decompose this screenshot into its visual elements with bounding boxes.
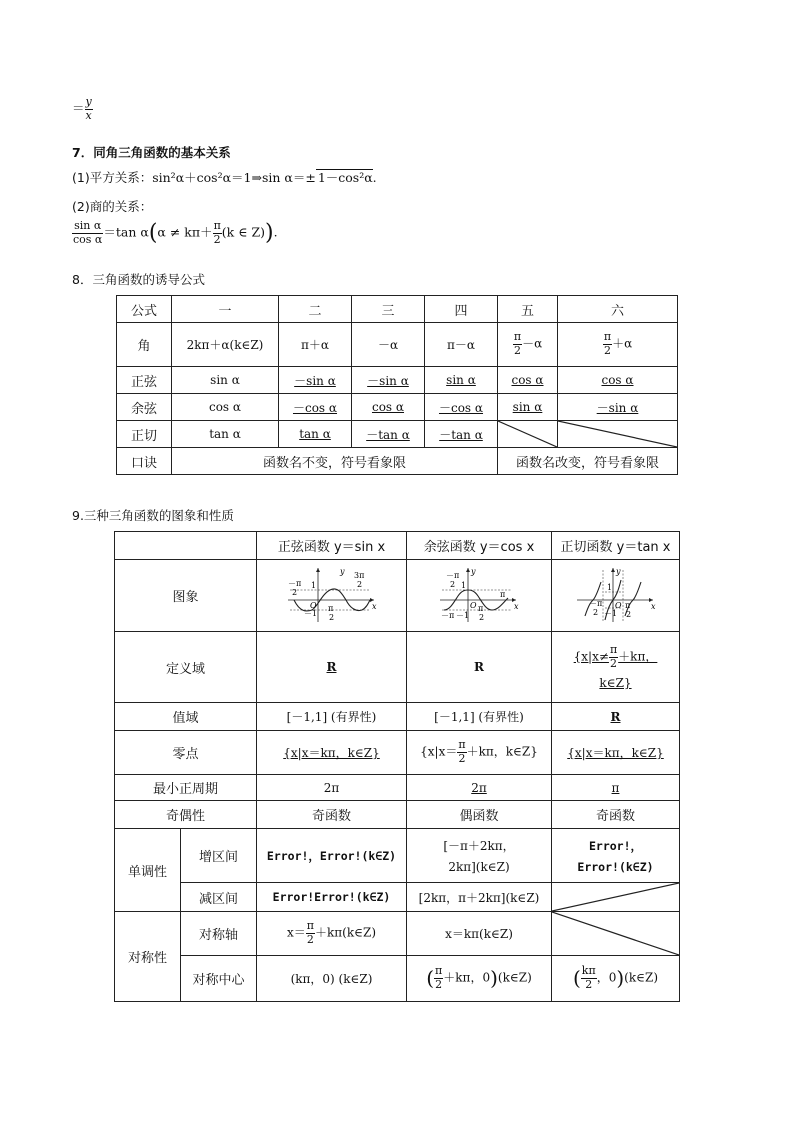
table-cell: π <box>552 775 680 801</box>
table-cell: －α <box>352 323 425 367</box>
table-cell: R <box>407 632 552 703</box>
frac-num: y <box>85 95 92 108</box>
frac-den: 2 <box>610 656 618 670</box>
tick-label: 3π <box>353 571 364 580</box>
header-cell: 正切函数 y＝tan x <box>552 532 680 560</box>
table-cell: [－1,1] (有界性) <box>257 703 407 731</box>
row-label: 定义域 <box>115 632 257 703</box>
table-cell <box>558 323 678 367</box>
table-row <box>115 632 680 703</box>
table-row <box>117 394 678 421</box>
frac-den: 2 <box>306 933 314 946</box>
tick-label: 2 <box>291 588 297 597</box>
sine-graph <box>284 564 380 624</box>
center-part: ＋kπ，0 <box>443 971 491 985</box>
frac-num: π <box>458 738 466 752</box>
table-cell: cos α <box>558 367 678 394</box>
axis-label: x <box>514 602 519 611</box>
tick-label: 1 <box>606 583 612 592</box>
zero-part: {x|x＝ <box>420 745 458 759</box>
table-row <box>117 421 678 448</box>
table-cell: sin α <box>172 367 279 394</box>
header-cell: 正弦函数 y＝sin x <box>257 532 407 560</box>
table-cell: π－α <box>425 323 498 367</box>
table-cell: [－1,1] (有界性) <box>407 703 552 731</box>
tangent-graph <box>575 564 657 624</box>
tick-label: 1 <box>461 581 467 590</box>
section-7-line1 <box>72 168 377 186</box>
cell-line: 2kπ](k∈Z) <box>448 860 510 874</box>
row-label: 值域 <box>115 703 257 731</box>
table-cell: 偶函数 <box>407 801 552 829</box>
table-row <box>117 367 678 394</box>
tick-label: 2 <box>356 580 362 589</box>
origin-label: O <box>470 601 477 610</box>
cond-a: α ≠ kπ＋ <box>157 224 213 240</box>
row-label: 最小正周期 <box>115 775 257 801</box>
induction-formula-table <box>116 295 678 475</box>
header-cell: 二 <box>279 296 352 323</box>
origin-label: O <box>614 601 622 610</box>
table-cell: －sin α <box>279 367 352 394</box>
tick-label: π <box>624 601 630 610</box>
equals-tan: ＝tan α <box>103 224 149 240</box>
frac-den: 2 <box>435 978 443 991</box>
frac-num: π <box>435 964 443 978</box>
equals-sign: ＝ <box>72 100 85 116</box>
row-label: 单调性 <box>115 829 181 912</box>
frac-den: 2 <box>213 232 221 246</box>
angle-rest: ＋α <box>612 337 633 351</box>
table-cell <box>498 323 558 367</box>
origin-label: O <box>309 601 317 610</box>
line1-end: . <box>372 170 377 185</box>
tick-label: －1 <box>303 609 317 618</box>
section-9-title: 9.三种三角函数的图象和性质 <box>72 508 234 523</box>
table-row <box>117 296 678 323</box>
table-row <box>115 775 680 801</box>
domain-part: k∈Z} <box>599 676 632 691</box>
table-cell: cos α <box>352 394 425 421</box>
header-cell: 四 <box>425 296 498 323</box>
frac-num: π <box>213 219 221 232</box>
row-label: 减区间 <box>181 883 257 912</box>
table-cell: x＝kπ(k∈Z) <box>407 912 552 956</box>
axis-label: x <box>371 602 377 611</box>
axis-label: y <box>615 567 621 576</box>
tangent-graph-cell <box>552 560 680 632</box>
center-part: (k∈Z) <box>497 971 532 985</box>
row-label: 图象 <box>115 560 257 632</box>
row-label: 对称轴 <box>181 912 257 956</box>
row-label: 对称中心 <box>181 956 257 1002</box>
empty-cell <box>115 532 257 560</box>
tick-label: 2 <box>450 580 456 589</box>
table-cell: {x|x＝kπ，k∈Z} <box>257 731 407 775</box>
sin-over-cos <box>72 220 103 246</box>
header-cell: 公式 <box>117 296 172 323</box>
header-cell: 余弦函数 y＝cos x <box>407 532 552 560</box>
sqrt-expression: 1－cos²α <box>317 170 373 185</box>
angle-rest: －α <box>522 337 543 351</box>
row-label: 角 <box>117 323 172 367</box>
table-cell: tan α <box>172 421 279 448</box>
table-cell: sin α <box>425 367 498 394</box>
frac-num: π <box>513 330 522 344</box>
row-label: 正切 <box>117 421 172 448</box>
table-row <box>115 829 680 883</box>
table-cell: Error!Error!(k∈Z) <box>257 883 407 912</box>
header-cell: 六 <box>558 296 678 323</box>
tick-label: π <box>327 604 333 613</box>
frac-num: π <box>609 642 618 656</box>
table-row <box>115 703 680 731</box>
header-cell: 五 <box>498 296 558 323</box>
tick-label: －π <box>441 611 455 620</box>
table-cell <box>552 632 680 703</box>
diagonal-cell <box>558 421 678 448</box>
section-8-title: 8．三角函数的诱导公式 <box>72 272 205 287</box>
table-cell: 奇函数 <box>552 801 680 829</box>
table-cell: cos α <box>172 394 279 421</box>
line3-end: . <box>273 224 278 240</box>
row-label: 口诀 <box>117 448 172 475</box>
header-cell: 一 <box>172 296 279 323</box>
table-row <box>115 883 680 912</box>
section-7-line3: $\frac{\text{sin α}}{\text{cos α}}$ ＝tan α(α ≠ kπ＋ $\frac{\pi}{2}$ (k ∈ Z)). <box>73 219 278 246</box>
cell-line: Error!， <box>588 838 643 853</box>
section-7-title: 7．同角三角函数的基本关系 <box>72 145 231 160</box>
table-cell: ( $\frac{\pi}{2}$ ＋kπ，0)(k∈Z) <box>407 956 552 1002</box>
table-cell <box>552 829 680 883</box>
table-cell: tan α <box>279 421 352 448</box>
table-cell: －tan α <box>352 421 425 448</box>
zero-part: ＋kπ，k∈Z} <box>466 745 538 759</box>
frac-den: cos α <box>73 232 103 246</box>
mnemonic-cell: 函数名不变，符号看象限 <box>172 448 498 475</box>
tick-label: 2 <box>592 608 598 617</box>
table-cell <box>257 912 407 956</box>
row-label: 零点 <box>115 731 257 775</box>
diagonal-cell <box>552 883 680 912</box>
row-label: 增区间 <box>181 829 257 883</box>
line1-label: (1)平方关系： <box>72 170 153 185</box>
table-cell: 2π <box>257 775 407 801</box>
table-cell: －cos α <box>425 394 498 421</box>
row-label: 对称性 <box>115 912 181 1002</box>
y-over-x <box>85 96 93 122</box>
table-cell: R <box>257 632 407 703</box>
table-row <box>115 560 680 632</box>
center-part: ，0 <box>596 971 617 985</box>
tick-label: －π <box>287 579 301 588</box>
domain-part: {x|x≠ <box>573 649 609 664</box>
table-row <box>115 532 680 560</box>
table-row <box>115 731 680 775</box>
pi-over-2 <box>213 220 222 246</box>
frac-num: π <box>603 330 612 344</box>
cell-line: Error!(k∈Z) <box>577 859 654 874</box>
frac-den: 2 <box>603 344 611 357</box>
table-cell: 2π <box>407 775 552 801</box>
table-cell <box>407 829 552 883</box>
tick-label: －π <box>446 571 460 580</box>
diagonal-cell <box>498 421 558 448</box>
axis-part: x＝ <box>286 926 306 940</box>
table-cell: R <box>552 703 680 731</box>
center-part: (k∈Z) <box>624 971 659 985</box>
row-label: 余弦 <box>117 394 172 421</box>
table-cell: [2kπ，π＋2kπ](k∈Z) <box>407 883 552 912</box>
tick-label: 1 <box>310 581 316 590</box>
axis-label: y <box>471 567 476 576</box>
table-cell <box>407 731 552 775</box>
table-cell: －sin α <box>558 394 678 421</box>
axis-label: y <box>339 567 345 576</box>
table-cell: 2kπ＋α(k∈Z) <box>172 323 279 367</box>
trig-properties-table <box>114 531 680 1002</box>
cosine-graph-cell <box>407 560 552 632</box>
mnemonic-cell: 函数名改变，符号看象限 <box>498 448 678 475</box>
domain-part: ＋kπ， <box>618 649 658 664</box>
tick-label: 2 <box>328 613 334 622</box>
tick-label: 2 <box>479 613 485 622</box>
cosine-graph <box>438 564 520 624</box>
table-row <box>115 956 680 1002</box>
table-row <box>115 801 680 829</box>
table-cell: ( $\frac{k\pi}{2}$ ，0)(k∈Z) <box>552 956 680 1002</box>
frac-den: 2 <box>458 752 466 765</box>
cond-b: (k ∈ Z) <box>221 224 266 240</box>
table-row <box>117 448 678 475</box>
table-cell: －cos α <box>279 394 352 421</box>
tick-label: －1 <box>603 609 617 618</box>
axis-part: ＋kπ(k∈Z) <box>315 926 377 940</box>
table-cell: －sin α <box>352 367 425 394</box>
frac-num: kπ <box>581 964 596 978</box>
table-cell: (kπ，0) (k∈Z) <box>257 956 407 1002</box>
cell-line: [－π＋2kπ， <box>443 839 515 853</box>
tick-label: π <box>500 590 506 599</box>
table-cell: {x|x＝kπ，k∈Z} <box>552 731 680 775</box>
sine-graph-cell <box>257 560 407 632</box>
top-fraction <box>72 96 93 122</box>
table-cell: π＋α <box>279 323 352 367</box>
table-cell: sin α <box>498 394 558 421</box>
line1-formula: sin²α＋cos²α＝1⇒sin α＝± <box>152 170 316 185</box>
section-7-line2: (2)商的关系： <box>72 199 153 214</box>
table-row <box>115 912 680 956</box>
tick-label: π <box>478 604 484 613</box>
diagonal-cell <box>552 912 680 956</box>
table-cell: 奇函数 <box>257 801 407 829</box>
header-cell: 三 <box>352 296 425 323</box>
frac-num: π <box>306 919 314 933</box>
frac-den: x <box>85 108 92 122</box>
frac-den: 2 <box>513 344 521 357</box>
tick-label: －1 <box>456 611 470 620</box>
table-cell: cos α <box>498 367 558 394</box>
frac-num: sin α <box>72 220 103 234</box>
frac-den: 2 <box>585 978 593 991</box>
tick-label: 2 <box>625 610 631 619</box>
table-cell: －tan α <box>425 421 498 448</box>
row-label: 正弦 <box>117 367 172 394</box>
table-row <box>117 323 678 367</box>
row-label: 奇偶性 <box>115 801 257 829</box>
axis-label: x <box>650 602 656 611</box>
table-cell: Error!，Error!(k∈Z) <box>257 829 407 883</box>
tick-label: －π <box>588 599 602 608</box>
